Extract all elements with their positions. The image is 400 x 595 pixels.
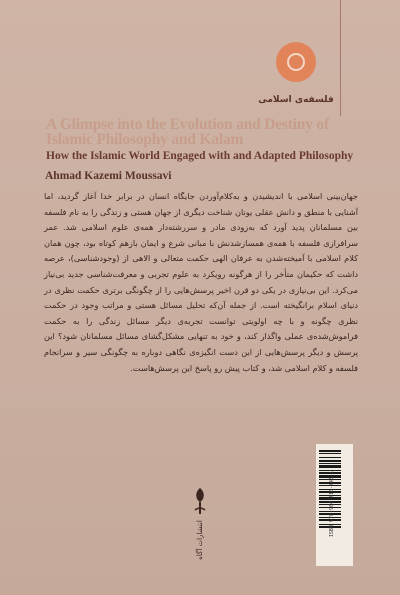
english-subtitle: How the Islamic World Engaged with and Adapted Philosophy: [46, 150, 354, 162]
publisher-name: انتشارات آگاه: [196, 520, 204, 560]
barcode: [316, 444, 353, 566]
series-emblem: [276, 42, 316, 82]
divider-line: [340, 0, 341, 116]
circle-ring-icon: [287, 53, 305, 71]
publisher-block: [186, 486, 214, 564]
persian-blurb: جهان‌بینی اسلامی با اندیشیدن و به‌کلام‌آوردن جایگاه انسان در برابر خدا آغاز گردید، اما آشنایی با منطق و دانش عقلی یونان شناخت دیگری از جهان هستی و زندگی را به نام فلسفه بین مسلمانان پدید آورد که به‌زودی مادر و سررشته‌دار همه‌ی علوم اسلامی شد. عمر سرافرازی فلسفه با همه‌ی همسازشدنش با مبانی شرع و ایمان بازهم کوتاه بود، چون همان کلام اسلامی با آمیخته‌شدن به عرفان الهی حکمت متعالی و الاهی از (وجودشناسی)، عرصه داشت که حکیمان متأخر را از هرگونه رویکرد به علوم تجربی و معرفت‌شناسی جدید بی‌نیاز می‌کرد. این بی‌نیازی در یکی دو قرن اخیر پرسش‌هایی را از چگونگی برتری حکمت نظری در دنیای اسلام برانگیخته است. از جمله آن‌که تحلیل مسائل هستی و مراتب وجود در حکمت نظری چگونه و با چه اولویتی توانست تجربه‌ی دیگر مسائل زندگی را به حکمت فراموش‌شده‌ی عملی واگذار کند، و خود به تنهایی مشکل‌گشای مسائل مسلمانان شود؟ این پرسش و دیگر پرسش‌هایی از این دست انگیزه‌ی نگاهی دوباره به چگونگی سیر و سرانجام فلسفه و کلام اسلامی شد، و کتاب پیش رو پاسخ این پرسش‌هاست.: [44, 191, 358, 373]
series-label: فلسفه‌ی اسلامی: [258, 95, 334, 105]
author-name: Ahmad Kazemi Moussavi: [45, 170, 172, 182]
english-title: A Glimpse into the Evolution and Destiny of Islamic Philosophy and Kalam: [46, 116, 329, 148]
isbn-number: ISBN 978-964-416-445-1: [329, 470, 335, 538]
